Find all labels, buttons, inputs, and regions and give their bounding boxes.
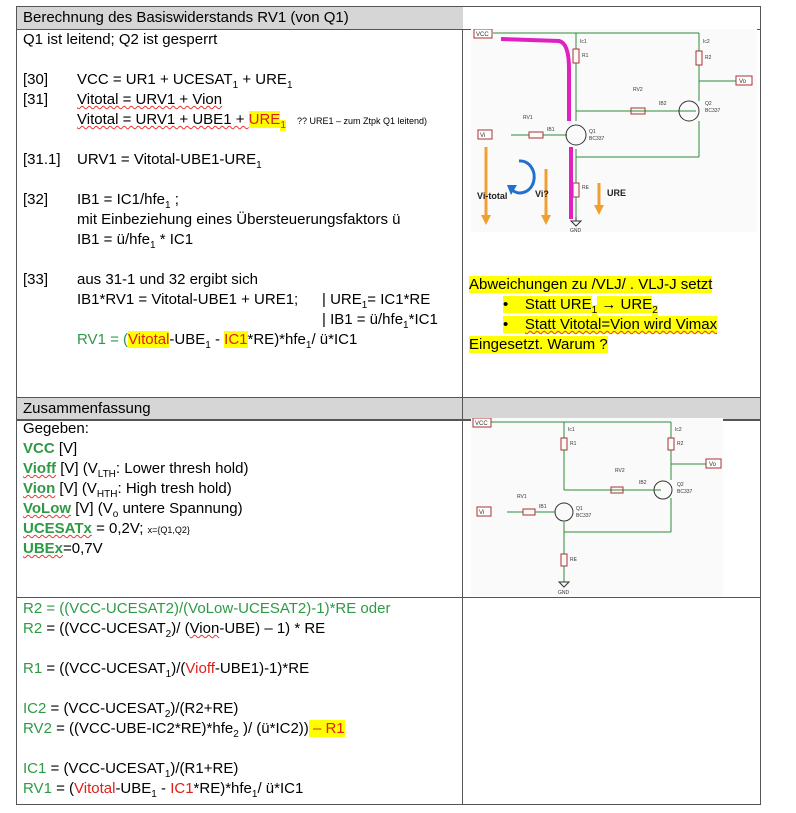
equation-33a: aus 31-1 und 32 ergibt sich [77, 271, 258, 288]
formula-r2a: R2 = ((VCC-UCESAT2)/(VoLow-UCESAT2)-1)*RE oder [23, 600, 391, 617]
given-ucesat: UCESATx = 0,2V; x={Q1,Q2} [23, 520, 190, 537]
eq-number: [31] [23, 91, 49, 108]
label-q1: Q1 [589, 129, 596, 135]
label-vcc: VCC [475, 421, 488, 427]
section-title: Zusammenfassung [23, 400, 151, 417]
label-rv2: RV2 [615, 468, 625, 474]
eq-number: [33] [23, 271, 49, 288]
row-divider [17, 597, 760, 598]
label-ib2: IB2 [639, 480, 647, 486]
equation-32a: IB1 = IC1/hfe$_1$ ; [77, 191, 179, 211]
label-gnd: GND [558, 590, 570, 596]
label-r2: R2 [705, 55, 712, 61]
equation-33b-right: | $URE_1= IC1*RE$ [322, 291, 431, 311]
label-ib1: IB1 [547, 127, 555, 133]
given-vioff: Vioff [V] ($V_{LTH}$: Lower thresh hold) [23, 460, 249, 480]
equation-31b: Vitotal = $URV1 + UBE1 + URE_1$ [77, 111, 286, 131]
formula-r2b: $R2 = ((VCC-UCESAT_2)/$ (Vion-UBE) – 1) * RE [23, 620, 326, 640]
equation-note: ?? URE1 – zum Ztpk Q1 leitend) [297, 116, 428, 126]
label-vo: Vo [709, 462, 717, 468]
formula-rv1: $RV1 = (Vitotal-UBE_1 - IC1*RE)*hfe_1/$ ü*IC1 [23, 780, 304, 800]
eq-number: [30] [23, 71, 49, 88]
label-rv2: RV2 [633, 87, 643, 93]
label-bc337: BC337 [589, 136, 605, 142]
label-rv1: RV1 [523, 115, 533, 121]
given-label: Gegeben: [23, 420, 89, 437]
given-vcc: VCC [V] [23, 440, 78, 457]
formula-r1: $R1 = ((VCC-UCESAT_1)/(Vioff-UBE1)-1)*RE$ [23, 660, 310, 680]
equation-32b: mit Einbeziehung eines Übersteuerungsfaktors ü [77, 211, 401, 228]
label-q1: Q1 [576, 506, 583, 512]
formula-ic1: $IC1 = (VCC-UCESAT_1)/(R1+RE)$ [23, 760, 239, 780]
column-divider [462, 398, 463, 420]
note-line: Abweichungen zu /VLJ/ . VLJ-J setzt [469, 276, 713, 293]
label-vi-question: Vi? [535, 189, 549, 199]
equation-31-1: URV1 = Vitotal-$UBE1-URE_1$ [77, 151, 262, 171]
given-ubex: UBEx=0,7V [23, 540, 103, 557]
label-q2: Q2 [677, 482, 684, 488]
equation-30: VCC = $UR1 + UCESAT_1 + URE_1$ [77, 71, 293, 91]
state-text: Q1 ist leitend; Q2 ist gesperrt [23, 31, 218, 48]
equation-33d: $RV1 = (Vitotal-UBE_1 - IC1*RE)*hfe_1/$ ü*IC1 [77, 331, 358, 351]
label-vi: Vi [480, 133, 486, 139]
given-volow: VoLow [V] ($V_o$ untere Spannung) [23, 500, 243, 520]
eq-number: [32] [23, 191, 49, 208]
equation-32c: IB1 = ü/hfe$_1$ * IC1 [77, 231, 194, 251]
formula-ic2: $IC2 = (VCC-UCESAT_2)/(R2+RE)$ [23, 700, 239, 720]
circuit-diagram-annotated [471, 29, 757, 232]
label-ic1: Ic1 [580, 39, 587, 45]
label-ic2: Ic2 [675, 427, 682, 433]
given-vion: Vion [V] ($V_{HTH}$: High tresh hold) [23, 480, 232, 500]
label-r1: R1 [582, 53, 589, 59]
label-r2: R2 [677, 441, 684, 447]
label-bc337: BC337 [576, 513, 592, 519]
label-vi: Vi [479, 510, 485, 516]
label-ure: URE [607, 188, 627, 198]
label-bc337: BC337 [677, 489, 693, 495]
label-ic1: Ic1 [568, 427, 575, 433]
equation-33c-right: | IB1 = ü/hfe$_1$*IC1 [322, 311, 438, 331]
label-r1: R1 [570, 441, 577, 447]
section-header-calculation [17, 7, 463, 30]
formula-rv2: RV2 = ((VCC-UBE-IC2*RE)*hfe$_2$ )/ (ü*IC2)) – R1 [23, 720, 345, 740]
section-title: Berechnung des Basiswiderstands RV1 (von Q1) [23, 9, 349, 26]
label-re: RE [582, 185, 589, 191]
label-q2: Q2 [705, 101, 712, 107]
label-vi-total: Vi-total [477, 191, 508, 201]
note-bullet: • Statt Vitotal=Vion wird Vimax [503, 316, 718, 333]
equation-33b: IB1*RV1 = Vitotal-UBE1 + URE1; [77, 291, 299, 308]
label-gnd: GND [570, 228, 582, 232]
equation-31a: Vitotal = URV1 + Vion [77, 91, 223, 108]
label-re: RE [570, 557, 577, 563]
note-line: Eingesetzt. Warum ? [469, 336, 608, 353]
eq-number: [31.1] [23, 151, 61, 168]
label-ib2: IB2 [659, 101, 667, 107]
note-bullet: • Statt $URE_1 \to URE_2$ [503, 296, 658, 316]
circuit-diagram-summary [471, 418, 723, 596]
label-vo: Vo [739, 79, 747, 85]
label-vcc: VCC [476, 32, 489, 38]
label-bc337: BC337 [705, 108, 721, 114]
label-ib1: IB1 [539, 504, 547, 510]
label-ic2: Ic2 [703, 39, 710, 45]
label-rv1: RV1 [517, 494, 527, 500]
